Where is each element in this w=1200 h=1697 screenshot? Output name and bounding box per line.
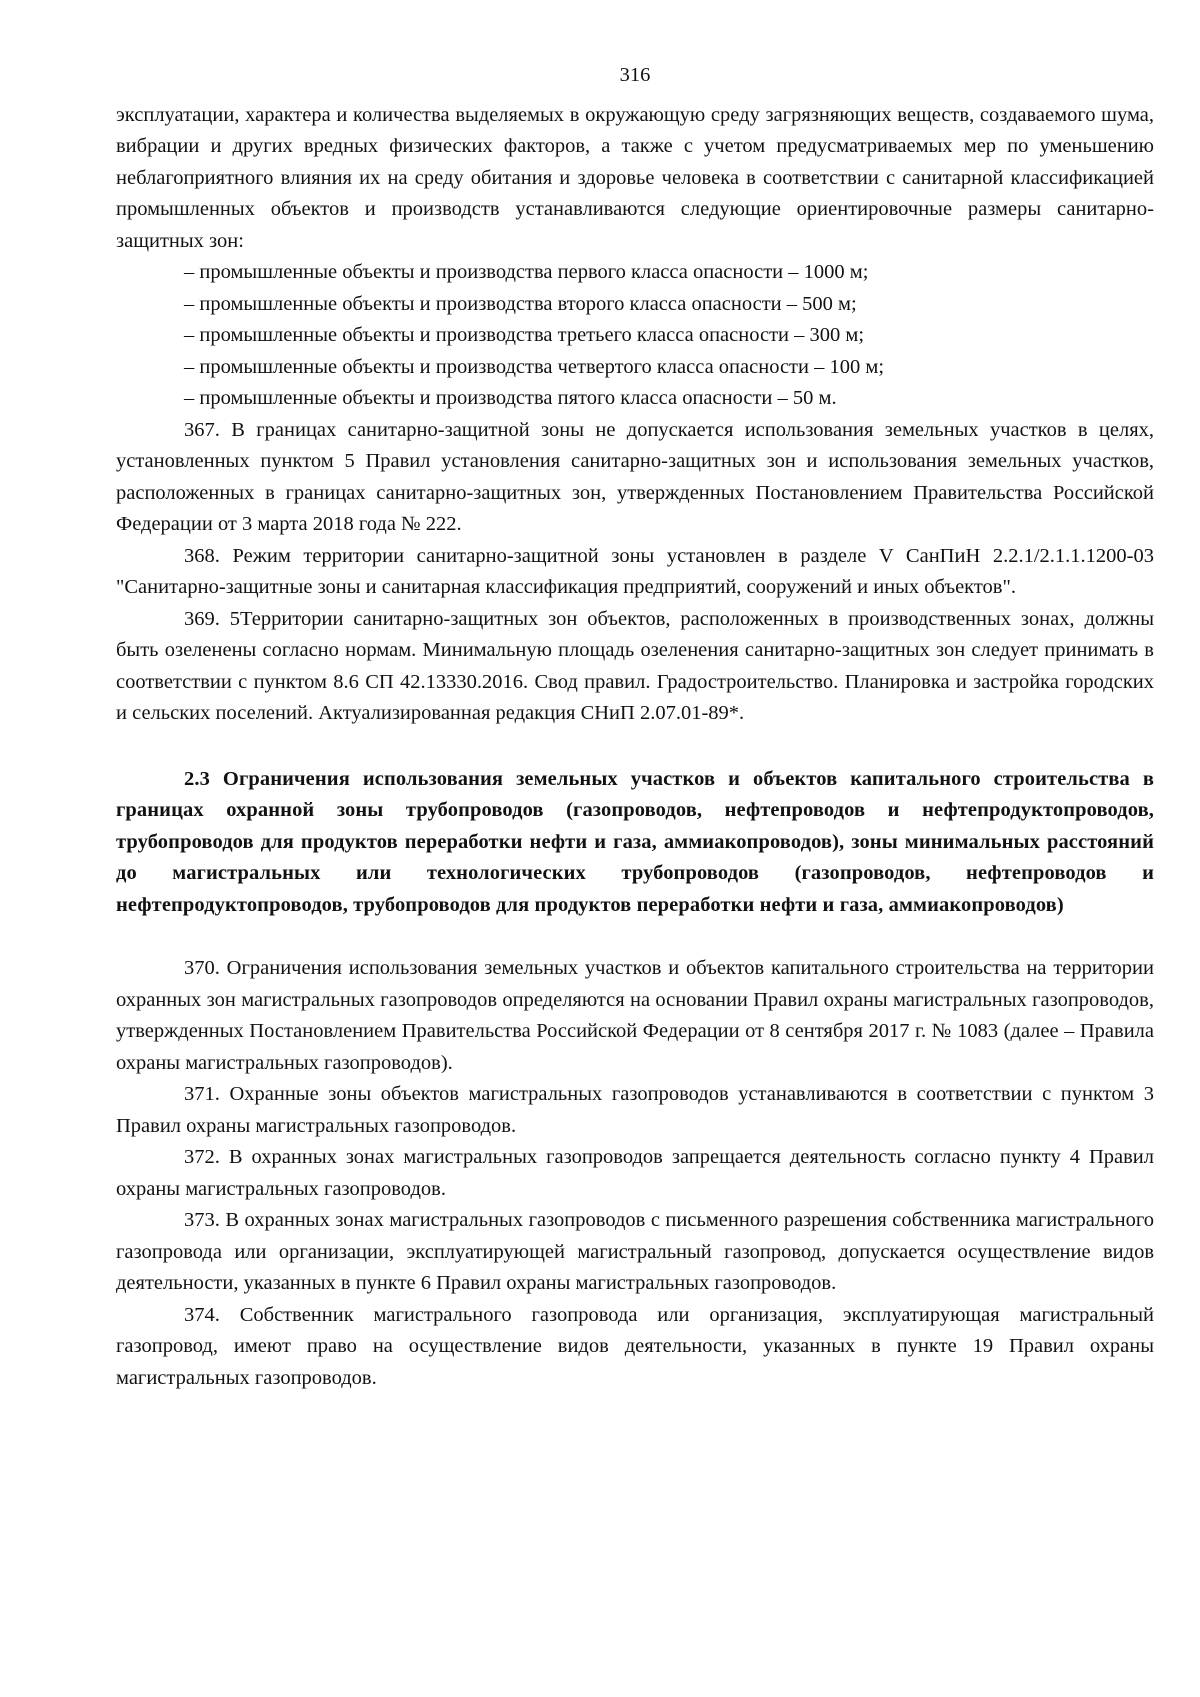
page-number: 316 (619, 64, 651, 86)
zone-list-item-class-1: – промышленные объекты и производства первого класса опасности – 1000 м; (184, 261, 869, 283)
paragraph-372: 372. В охранных зонах магистральных газопроводов запрещается деятельность согласно пункту 4 Правил охраны магистральных газопроводов. (116, 1146, 1154, 1200)
paragraph-367: 367. В границах санитарно-защитной зоны не допускается использования земельных участков в целях, установленных пунктом 5 Правил установления санитарно-защитных зон и использования земельных участков, расположенных в границах санитарно-защитных зон, утвержденных Постановлением Правительства Российской Федерации от 3 марта 2018 года № 222. (116, 418, 1154, 535)
zone-list-item-class-4: – промышленные объекты и производства четвертого класса опасности – 100 м; (184, 355, 885, 378)
paragraph-369: 369. 5Территории санитарно-защитных зон объектов, расположенных в производственных зонах, должны быть озеленены согласно нормам. Минимальную площадь озеленения санитарно-защитных зон следует принимать в соответствии с пунктом 8.6 СП 42.13330.2016. Свод правил. Градостроительство. Планировка и застройка городских и сельских поселений. Актуализированная редакция СНиП 2.07.01-89*. (116, 607, 1154, 724)
zone-list-item-class-5: – промышленные объекты и производства пятого класса опасности – 50 м. (184, 387, 837, 409)
section-heading-2-3: 2.3 Ограничения использования земельных участков и объектов капитального строительства в границах охранной зоны трубопроводов (газопроводов, нефтепроводов и нефтепродуктопроводов, трубопроводов для продуктов переработки нефти и газа, аммиакопроводов), зоны минимальных расстояний до магистральных или технологических трубопроводов (газопроводов, нефтепроводов и нефтепродуктопроводов, трубопроводов для продуктов переработки нефти и газа, аммиакопроводов) (116, 767, 1154, 916)
paragraph-374: 374. Собственник магистрального газопровода или организация, эксплуатирующая магистральный газопровод, имеют право на осуществление видов деятельности, указанных в пункте 19 Правил охраны магистральных газопроводов. (116, 1303, 1154, 1389)
paragraph-368: 368. Режим территории санитарно-защитной зоны установлен в разделе V СанПиН 2.2.1/2.1.1.1200-03 "Санитарно-защитные зоны и санитарная классификация предприятий, сооружений и иных объектов". (116, 544, 1154, 598)
document-page (116, 60, 1154, 1394)
intro-paragraph: эксплуатации, характера и количества выделяемых в окружающую среду загрязняющих веществ, создаваемого шума, вибрации и других вредных физических факторов, а также с учетом предусматриваемых мер по уменьшению неблагоприятного влияния их на среду обитания и здоровье человека в соответствии с санитарной классификацией промышленных объектов и производств устанавливаются следующие ориентировочные размеры санитарно-защитных зон: (116, 103, 1154, 252)
zone-list-item-class-2: – промышленные объекты и производства второго класса опасности – 500 м; (184, 292, 857, 315)
zone-size-list (116, 257, 1154, 415)
paragraph-373: 373. В охранных зонах магистральных газопроводов с письменного разрешения собственника магистрального газопровода или организации, эксплуатирующей магистральный газопровод, допускается осуществление видов деятельности, указанных в пункте 6 Правил охраны магистральных газопроводов. (116, 1209, 1154, 1294)
zone-list-item-class-3: – промышленные объекты и производства третьего класса опасности – 300 м; (184, 324, 865, 346)
paragraph-371: 371. Охранные зоны объектов магистральных газопроводов устанавливаются в соответствии с пунктом 3 Правил охраны магистральных газопроводов. (116, 1083, 1154, 1137)
paragraph-370: 370. Ограничения использования земельных участков и объектов капитального строительства на территории охранных зон магистральных газопроводов определяются на основании Правил охраны магистральных газопроводов, утвержденных Постановлением Правительства Российской Федерации от 8 сентября 2017 г. № 1083 (далее – Правила охраны магистральных газопроводов). (116, 957, 1154, 1074)
